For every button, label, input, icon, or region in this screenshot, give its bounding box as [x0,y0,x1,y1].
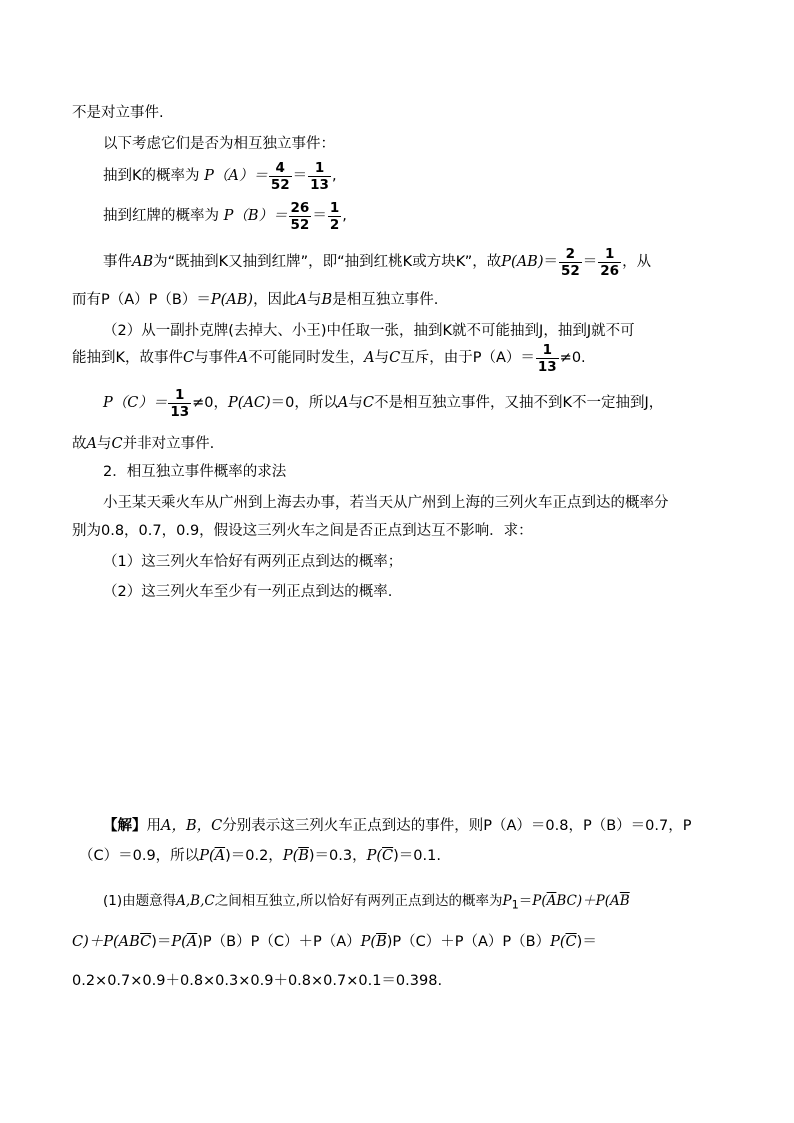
var-c: C [183,350,195,366]
prob: C)＋ [72,934,104,950]
prob: P( [550,934,566,950]
text-line-7: （2）从一副扑克牌(去掉大、小王)中任取一张，抽到K就不可能抽到J，抽到J就不可 [103,323,635,339]
numerator: 26 [290,199,310,216]
text-line-3 [103,158,337,194]
denominator: 52 [270,176,290,193]
prob: P( [366,848,383,864]
punct: , [342,208,347,224]
text: (1)由题意得 [103,893,177,909]
denominator: 26 [600,262,620,279]
text: )P（C）＋P（A）P（B） [386,934,551,950]
fraction [269,160,292,193]
denominator: 2 [329,216,340,233]
numerator: 1 [308,160,331,177]
denominator: 52 [290,216,310,233]
var-a: A [86,436,97,452]
prob: P( [171,934,187,950]
prob: P( [282,848,299,864]
solution-line-1 [103,816,691,836]
b-complement: $\overline{B}$ [298,848,309,864]
text: 不是相互独立事件，又抽不到K不一定抽到J， [374,395,664,411]
text: 与 [96,436,112,452]
text: )＝ [576,934,597,950]
text: 互斥，由于P（A）＝ [400,350,535,366]
text: ，因此 [253,292,297,308]
text: 与 [374,350,390,366]
text-line-2: 以下考虑它们是否为相互独立事件： [103,136,335,152]
text-line-6 [72,290,438,310]
vars: A,B,C [176,893,215,909]
numerator: 1 [329,199,340,216]
solution-line-3 [103,891,630,916]
text: 用 [146,818,161,834]
solution-line-2 [79,846,441,866]
prob-ac: P(AC) [228,395,271,411]
text: 并非对立事件. [122,436,215,452]
numerator: 1 [168,387,191,404]
c-complement: $\overline{C}$ [565,934,577,950]
text: 不可能同时发生， [248,350,365,366]
c-complement: $\overline{C}$ [382,848,394,864]
text: 与 [307,292,322,308]
text: 能抽到K，故事件 [72,350,184,366]
equals: ＝ [292,168,308,184]
section-heading: 2．相互独立事件概率的求法 [103,464,287,480]
text: 之间相互独立,所以恰好有两列正点到达的概率为 [214,893,503,909]
text-line-10 [72,434,214,454]
text: ≠0. [559,350,586,366]
a-complement: $\overline{A}$ [186,934,198,950]
text-line-1: 不是对立事件. [72,105,164,121]
denominator: 13 [537,358,557,375]
numerator: 1 [598,246,621,263]
text: )＝0.1. [393,848,441,864]
c-complement: $\overline{C}$ [140,934,152,950]
fraction [168,387,191,420]
text: 故 [72,436,87,452]
equals: ＝ [518,893,533,909]
prob: P( [360,934,377,950]
numerator: 2 [559,246,582,263]
b-complement: $\overline{B}$ [619,893,630,909]
prob: P(AB [103,934,141,950]
fraction [289,200,312,233]
prob-expr: P（B）＝ [223,208,288,224]
text: 事件 [103,254,132,270]
text: )P（B）P（C）＋P（A） [197,934,361,950]
var-a: A [337,395,349,411]
subscript: 1 [511,898,519,912]
problem-line-1: 小王某天乘火车从广州到上海去办事，若当天从广州到上海的三列火车正点到达的概率分 [103,495,669,511]
prob-ab: P(AB) [501,254,544,270]
fraction [308,160,331,193]
prob: BC)＋ [556,893,596,909]
text: 抽到红牌的概率为 [103,208,219,224]
a-complement: $\overline{A}$ [546,893,557,909]
fraction [598,246,621,279]
prob-expr: P（C）＝ [103,395,168,411]
text: 与 [348,395,363,411]
text: )＝ [151,934,172,950]
text-line-9 [103,385,663,421]
text: 为“既抽到K又抽到红牌”，即“抽到红桃K或方块K”，故 [153,254,502,270]
var-a: A [296,292,308,308]
var-c: C [362,395,374,411]
var-c: C [111,436,123,452]
prob-expr: P（A）＝ [204,168,268,184]
punct: , [331,168,337,184]
text: ，从 [622,254,652,270]
equals: ＝ [582,254,598,270]
text: 分别表示这三列火车正点到达的事件，则P（A）＝0.8，P（B）＝0.7，P [222,818,692,834]
text: 与事件 [194,350,238,366]
fraction [559,246,582,279]
equals: ＝ [543,254,558,270]
text: 而有P（A）P（B）＝ [72,292,211,308]
solution-line-5: 0.2×0.7×0.9＋0.8×0.3×0.9＋0.8×0.7×0.1＝0.398. [72,973,443,989]
problem-line-2: 别为0.8，0.7，0.9，假设这三列火车之间是否正点到达互不影响．求： [72,523,533,539]
solution-line-4 [72,932,597,952]
denominator: 13 [310,176,329,193]
text: ＝0，所以 [270,395,338,411]
text: )＝0.3， [308,848,367,864]
text-line-8 [72,340,586,376]
denominator: 52 [560,262,580,279]
var-c: C [389,350,401,366]
fraction [328,200,341,233]
event-ab: AB [132,254,154,270]
var-b: B [321,292,333,308]
prob: P( [199,848,215,864]
vars: A，B，C [161,818,223,834]
var-a: A [237,350,249,366]
denominator: 13 [170,403,190,420]
text: （C）＝0.9，所以 [79,848,200,864]
problem-question-2: （2）这三列火车至少有一列正点到达的概率. [103,584,393,600]
text: 是相互独立事件. [332,292,439,308]
text: 抽到K的概率为 [103,168,200,184]
var-a: A [364,350,375,366]
fraction [536,342,559,375]
numerator: 1 [536,342,559,359]
equals: ＝ [312,208,327,224]
text-line-5 [103,244,651,280]
numerator: 4 [269,160,292,177]
prob-ab: P(AB) [210,292,254,308]
text-line-4 [103,198,347,234]
a-complement: $\overline{A}$ [214,848,226,864]
text: ≠0， [192,395,229,411]
problem-question-1: （1）这三列火车恰好有两列正点到达的概率； [103,554,403,570]
p-symbol: P [502,893,512,909]
b-complement: $\overline{B}$ [376,934,387,950]
solution-tag: 【解】 [103,818,147,834]
text: )＝0.2， [225,848,283,864]
prob: P(A [595,893,620,909]
prob: P( [532,893,547,909]
